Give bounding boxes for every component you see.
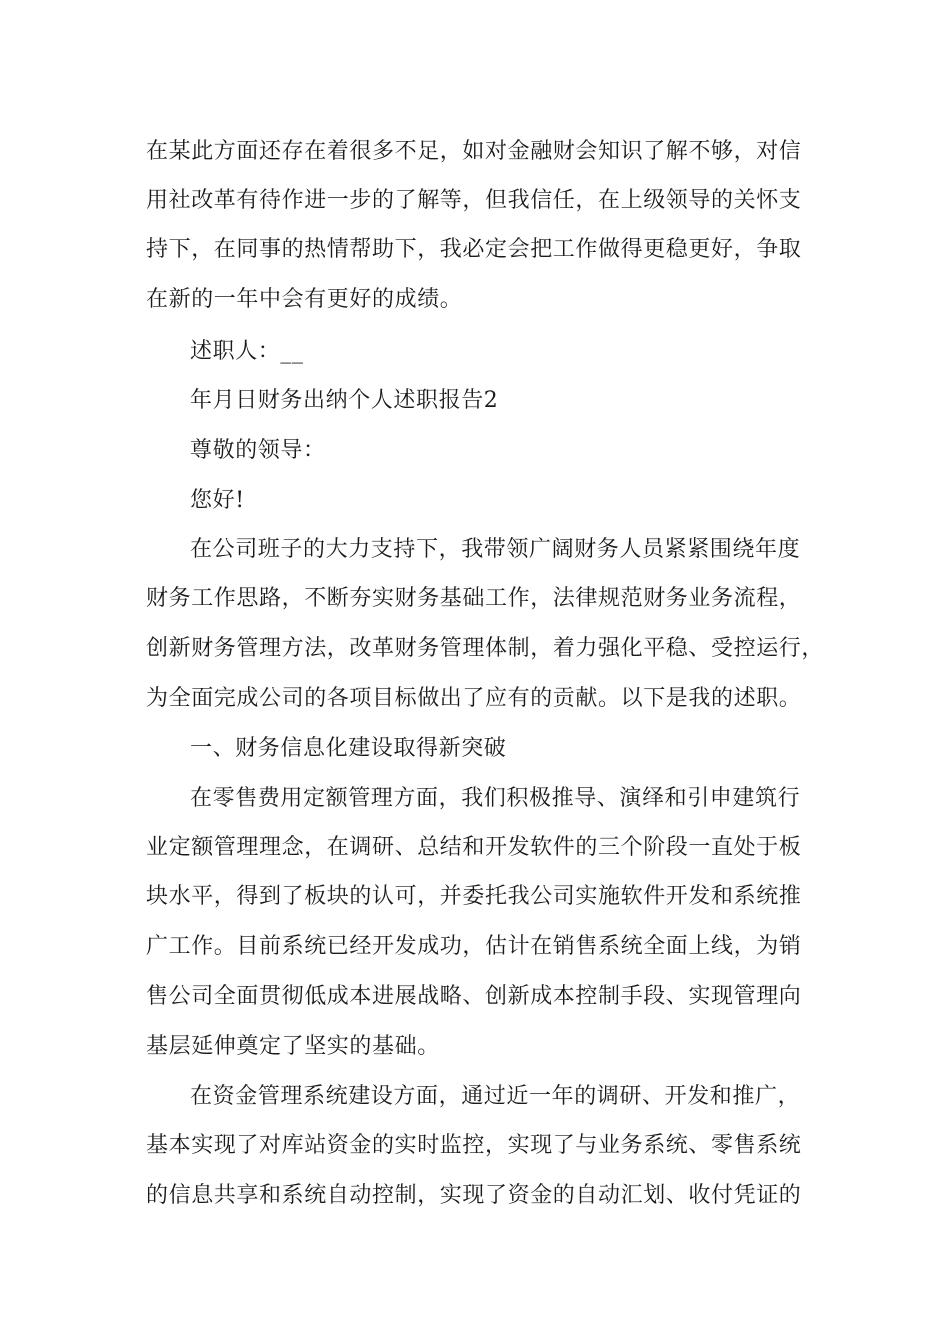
paragraph-line: 在公司班子的大力支持下，我带领广阔财务人员紧紧围绕年度 (190, 537, 801, 562)
paragraph-line: 创新财务管理方法，改革财务管理体制，着力强化平稳、受控运行， (146, 636, 825, 661)
salutation: 尊敬的领导： (190, 438, 326, 463)
paragraph-line: 在资金管理系统建设方面，通过近一年的调研、开发和推广， (190, 1084, 801, 1109)
paragraph-line: 持下，在同事的热情帮助下，我必定会把工作做得更稳更好，争取 (146, 237, 802, 262)
paragraph-line: 基层延伸奠定了坚实的基础。 (146, 1034, 440, 1059)
signature-line: 述职人：__ (190, 339, 304, 364)
paragraph-line: 基本实现了对库站资金的实时监控，实现了与业务系统、零售系统 (146, 1133, 802, 1158)
paragraph-line: 财务工作思路，不断夯实财务基础工作，法律规范财务业务流程， (146, 586, 802, 611)
paragraph-line: 业定额管理理念，在调研、总结和开发软件的三个阶段一直处于板 (146, 835, 802, 860)
paragraph-line: 的信息共享和系统自动控制，实现了资金的自动汇划、收付凭证的 (146, 1183, 802, 1208)
paragraph-line: 售公司全面贯彻低成本进展战略、创新成本控制手段、实现管理向 (146, 984, 802, 1009)
paragraph-line: 块水平，得到了板块的认可，并委托我公司实施软件开发和系统推 (146, 884, 802, 909)
paragraph-line: 广工作。目前系统已经开发成功，估计在销售系统全面上线，为销 (146, 934, 802, 959)
paragraph-line: 用社改革有待作进一步的了解等，但我信任，在上级领导的关怀支 (146, 188, 802, 213)
paragraph-line: 在新的一年中会有更好的成绩。 (146, 287, 463, 312)
paragraph-line: 在某此方面还存在着很多不足，如对金融财会知识了解不够，对信 (146, 139, 802, 164)
paragraph-line: 为全面完成公司的各项目标做出了应有的贡献。以下是我的述职。 (146, 686, 802, 711)
report-title: 年月日财务出纳个人述职报告2 (190, 388, 499, 413)
greeting: 您好! (190, 488, 245, 513)
paragraph-line: 在零售费用定额管理方面，我们积极推导、演绎和引申建筑行 (190, 786, 801, 811)
section-heading: 一、财务信息化建设取得新突破 (190, 736, 507, 761)
